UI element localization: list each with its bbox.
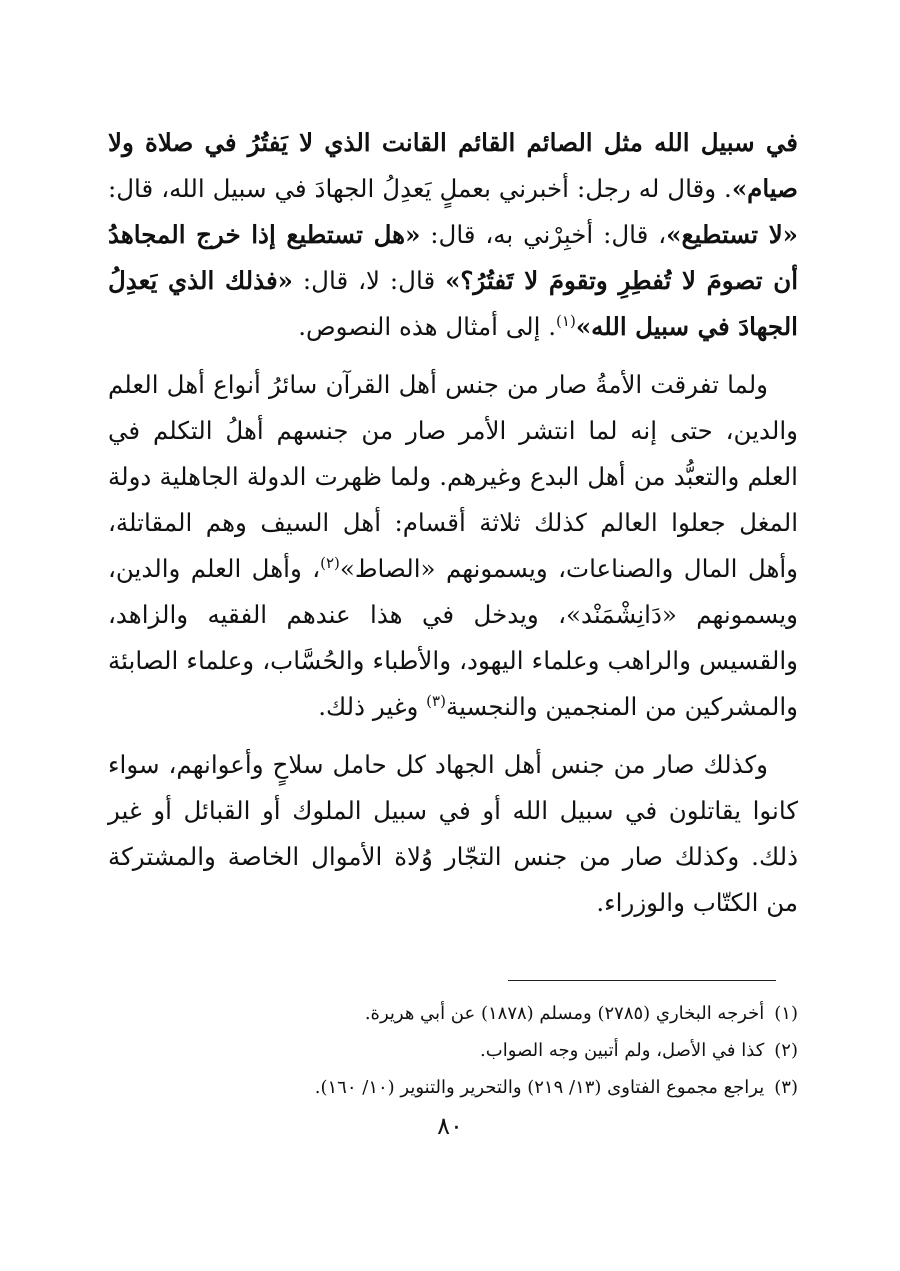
paragraph-3	[108, 742, 798, 926]
narration-text: قال: لا، قال:	[292, 266, 446, 295]
footnote-text: يراجع مجموع الفتاوى (١٣/ ٢١٩) والتحرير والتنوير (١٠/ ١٦٠).	[314, 1077, 765, 1098]
paragraph-2	[108, 362, 798, 730]
footnote-number: (٣)	[774, 1077, 798, 1098]
narration-text: ، قال: أخبِرْني به، قال:	[420, 220, 667, 249]
narration-text: . وقال له رجل: أخبرني بعملٍ يَعدِلُ الجهادَ في سبيل الله، قال:	[108, 174, 732, 203]
footnote-text: أخرجه البخاري (٢٧٨٥) ومسلم (١٨٧٨) عن أبي هريرة.	[364, 1003, 765, 1024]
paragraph-text: وغير ذلك.	[318, 692, 427, 721]
paragraph-text: ولما تفرقت الأمةُ صار من جنس أهل القرآن سائرُ أنواع أهل العلم والدين، حتى إنه لما انتشر الأمر صار من جنسهم أهلُ التكلم في العلم والتعبُّد من أهل البدع وغيرهم. ولما ظهرت الدولة الجاهلية دولة المغل جعلوا العالم كذلك ثلاثة أقسام: أهل السيف وهم المقاتلة، وأهل المال والصناعات، ويسمونهم «الصاط»	[108, 370, 799, 583]
footnote-ref-3[interactable]: (٣)	[426, 691, 446, 710]
footnote-text: كذا في الأصل، ولم أتبين وجه الصواب.	[480, 1040, 765, 1061]
hadith-quote: «لا تستطيع»	[666, 220, 798, 249]
footnotes	[198, 995, 798, 1106]
hadith-quote: «هل تستطيع إذا خرج المجاهدُ أن تصومَ لا تُفطِرِ وتقومَ لا تَفتُرُ؟»	[108, 220, 798, 295]
footnote-1	[198, 995, 798, 1032]
footnote-3	[198, 1069, 798, 1106]
main-text	[108, 120, 798, 938]
footnote-ref-1[interactable]: (١)	[556, 311, 576, 330]
footnote-number: (٢)	[774, 1040, 798, 1061]
footnote-2	[198, 1032, 798, 1069]
paragraph-text: ، وأهل العلم والدين، ويسمونهم «دَانِشْمَنْد»، ويدخل في هذا عندهم الفقيه والزاهد، والقسيس والراهب وعلماء اليهود، والأطباء والحُسَّاب، وعلماء الصابئة والمشركين من المنجمين والنجسية	[108, 554, 798, 721]
paragraph-1	[108, 120, 798, 350]
page-number: ٨٠	[437, 1112, 463, 1140]
narration-text: . إلى أمثال هذه النصوص.	[298, 312, 557, 341]
footnote-ref-2[interactable]: (٢)	[320, 553, 340, 572]
hadith-quote: «فذلك الذي يَعدِلُ الجهادَ في سبيل الله»	[108, 266, 798, 341]
paragraph-text: وكذلك صار من جنس أهل الجهاد كل حامل سلاحٍ وأعوانهم، سواء كانوا يقاتلون في سبيل الله أو في سبيل الملوك أو القبائل أو غير ذلك. وكذلك صار من جنس التجّار وُلاة الأموال الخاصة والمشتركة من الكتّاب والوزراء.	[108, 750, 798, 917]
footnote-number: (١)	[774, 1003, 798, 1024]
hadith-quote: في سبيل الله مثل الصائم القائم القانت الذي لا يَفتُرُ في صلاة ولا صيام»	[108, 128, 798, 203]
footnote-separator	[508, 980, 776, 981]
